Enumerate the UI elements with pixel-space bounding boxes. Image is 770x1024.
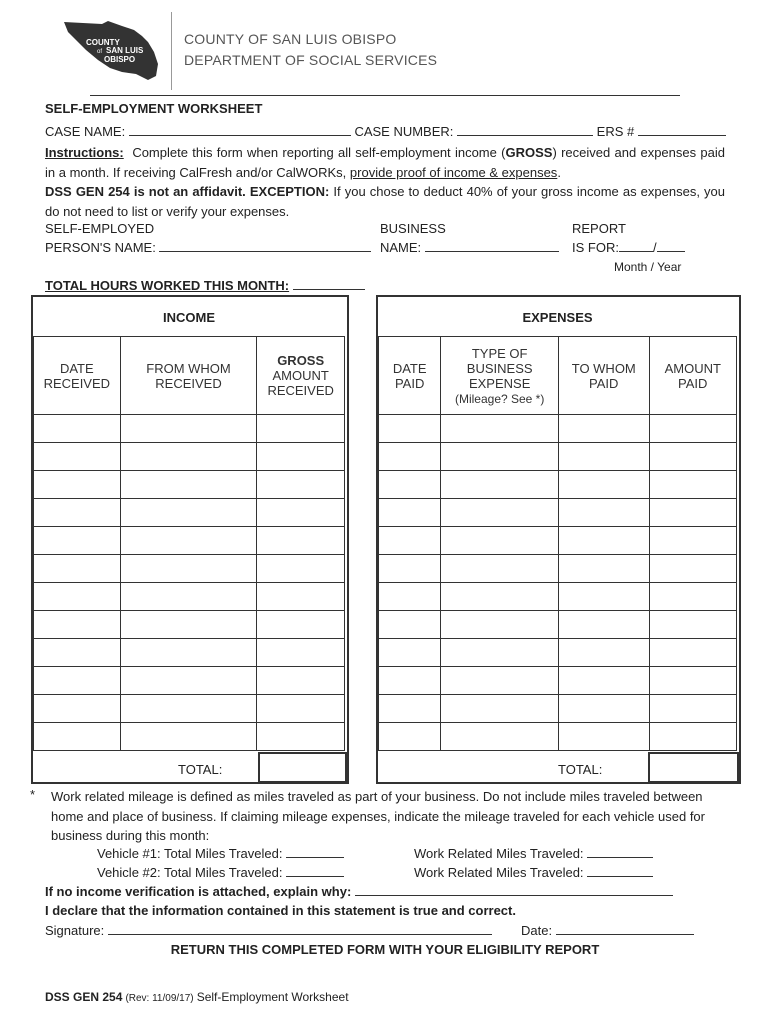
expenses-col-whom: TO WHOM PAID [559,337,650,415]
self-employed-label-1: SELF-EMPLOYED [45,221,155,236]
expenses-total-label: TOTAL: [558,762,603,777]
proof-text: provide proof of income & expenses [349,164,558,180]
table-row [34,639,345,667]
table-row [34,471,345,499]
footer-form-id: DSS GEN 254 [45,990,123,1004]
self-employed-label-2: PERSON'S NAME: [45,240,156,255]
form-title: SELF-EMPLOYMENT WORKSHEET [45,101,263,116]
vehicle-1-label: Vehicle #1: Total Miles Traveled: [97,846,283,861]
table-row [34,723,345,751]
income-col-gross: GROSS AMOUNT RECEIVED [257,337,345,415]
logo-text-of: of [97,49,103,55]
table-row [379,555,737,583]
expenses-col-type: TYPE OF BUSINESS EXPENSE (Mileage? See *) [441,337,559,415]
date-line [521,923,694,938]
table-row [379,583,737,611]
vehicle-2-work-line [414,865,653,880]
logo-text-county: COUNTY [86,38,120,47]
person-name-field[interactable] [159,240,371,252]
no-verification-field[interactable] [355,884,673,896]
case-number-label: CASE NUMBER: [354,124,454,139]
vehicle-2-work-label: Work Related Miles Traveled: [414,865,584,880]
expenses-col-date: DATE PAID [379,337,441,415]
table-row [379,667,737,695]
instructions-period: . [557,164,561,180]
income-col-date: DATE RECEIVED [34,337,121,415]
gross-word: GROSS [505,145,553,160]
affidavit-text: If you chose to deduct 40% of your gross income as expenses, you do not need to list or verify your expenses. [45,184,725,219]
report-slash: / [652,240,657,255]
vehicle-2-line [97,865,344,880]
footer [45,990,349,1004]
business-line [380,240,559,255]
table-row [379,695,737,723]
income-total-field[interactable] [258,752,347,783]
table-row [34,555,345,583]
date-label: Date: [521,923,553,938]
footer-form-name: Self-Employment Worksheet [196,990,349,1004]
date-field[interactable] [556,923,694,935]
vehicle-1-work-line [414,846,653,861]
business-label-2: NAME: [380,240,422,255]
business-label-1: BUSINESS [380,221,446,236]
table-row [379,723,737,751]
table-row [379,499,737,527]
vehicle-2-total-field[interactable] [286,865,344,877]
ers-field[interactable] [638,124,726,136]
signature-field[interactable] [108,923,492,935]
expenses-total-field[interactable] [648,752,739,783]
table-row [379,639,737,667]
total-hours-field[interactable] [293,278,365,290]
no-verification-line [45,884,673,899]
vehicle-1-total-field[interactable] [286,846,344,858]
table-row [34,527,345,555]
footer-rev: (Rev: 11/09/17) [125,993,194,1004]
instructions-block [45,143,725,221]
return-instruction: RETURN THIS COMPLETED FORM WITH YOUR ELIGIBILITY REPORT [170,942,600,957]
income-col-from: FROM WHOM RECEIVED [120,337,257,415]
instructions-text-2: ) received and expenses paid in a month. If receiving CalFresh and/or CalWORKs, [45,145,725,180]
expenses-title: EXPENSES [522,310,593,325]
no-verification-label: If no income verification is attached, explain why: [45,884,352,899]
report-month-field[interactable] [619,240,653,252]
header-divider [171,12,172,90]
month-year-hint: Month / Year [614,260,682,274]
vehicle-1-line [97,846,344,861]
county-map-logo [62,20,160,82]
income-total-label: TOTAL: [178,762,223,777]
table-row [34,583,345,611]
expenses-table [378,336,737,751]
department-name: DEPARTMENT OF SOCIAL SERVICES [184,52,438,68]
income-title: INCOME [163,310,215,325]
table-row [379,611,737,639]
table-row [379,527,737,555]
vehicle-2-label: Vehicle #2: Total Miles Traveled: [97,865,283,880]
table-row [379,443,737,471]
report-line [572,240,685,255]
business-name-field[interactable] [425,240,559,252]
county-name: COUNTY OF SAN LUIS OBISPO [184,31,397,47]
vehicle-1-work-label: Work Related Miles Traveled: [414,846,584,861]
header-rule [90,95,680,96]
affidavit-bold: DSS GEN 254 is not an affidavit. EXCEPTION: [45,184,330,199]
table-row [379,415,737,443]
signature-line [45,923,492,938]
expenses-col-amount: AMOUNT PAID [649,337,737,415]
instructions-text-1: Complete this form when reporting all self-employment income ( [132,145,506,160]
vehicle-2-work-field[interactable] [587,865,653,877]
case-line [45,124,727,139]
signature-label: Signature: [45,923,105,938]
total-hours-label: TOTAL HOURS WORKED THIS MONTH: [45,278,290,293]
income-table [33,336,345,751]
report-label-2: IS FOR: [572,240,619,255]
vehicle-1-work-field[interactable] [587,846,653,858]
table-row [34,415,345,443]
mileage-note: Work related mileage is defined as miles traveled as part of your business. Do not include miles traveled between home and place of business. If claiming mileage expenses, indicate the mileage traveled for each vehicle used for business during this month: [51,789,705,843]
table-row [379,471,737,499]
table-row [34,443,345,471]
instructions-label: Instructions: [45,145,124,160]
case-number-field[interactable] [457,124,593,136]
table-row [34,667,345,695]
table-row [34,695,345,723]
note-asterisk: * [30,787,36,802]
declaration: I declare that the information contained in this statement is true and correct. [45,903,516,918]
logo-text-san-luis: SAN LUIS [106,46,144,55]
self-employed-line [45,240,371,255]
ers-label: ERS # [596,124,635,139]
case-name-label: CASE NAME: [45,124,126,139]
logo-text-obispo: OBISPO [104,55,136,64]
total-hours-line [45,278,365,293]
table-row [34,499,345,527]
report-label-1: REPORT [572,221,626,236]
report-year-field[interactable] [657,240,685,252]
case-name-field[interactable] [129,124,351,136]
table-row [34,611,345,639]
